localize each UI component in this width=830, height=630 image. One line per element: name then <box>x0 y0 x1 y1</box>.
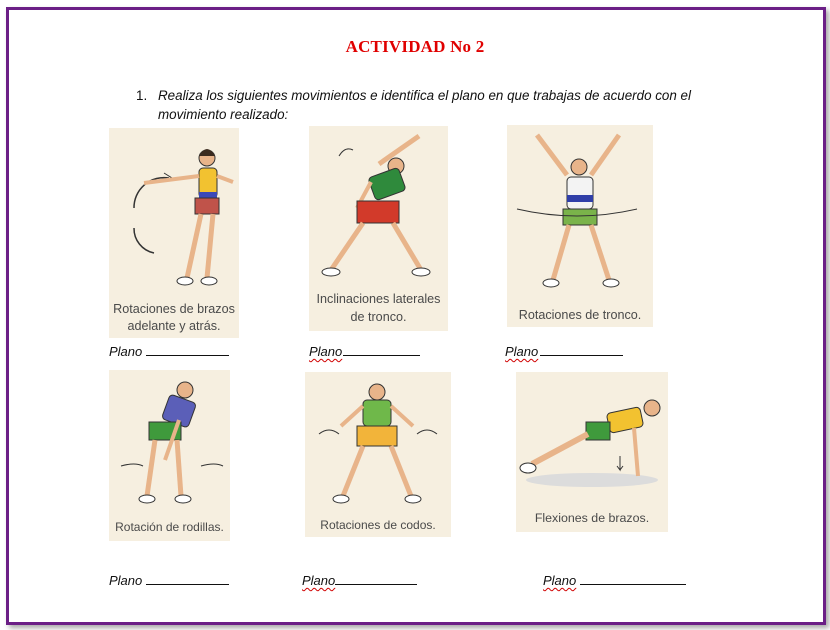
plano-answer-5[interactable] <box>302 572 417 588</box>
plano-answer-3[interactable] <box>505 343 623 359</box>
push-up-figure <box>516 372 668 532</box>
plano-answer-4[interactable] <box>109 572 229 588</box>
plano-answer-6[interactable] <box>543 572 686 588</box>
exercise-image-lateral-inclination <box>309 126 448 331</box>
answer-line[interactable] <box>540 343 623 356</box>
exercise-image-push-ups <box>516 372 668 532</box>
instruction <box>136 86 736 124</box>
trunk-rotation-figure <box>507 125 653 327</box>
activity-title: ACTIVIDAD No 2 <box>345 37 485 56</box>
instruction-line-1: Realiza los siguientes movimientos e identifica el plano en que trabajas de acuerdo con el <box>158 88 691 103</box>
plano-label: Plano <box>505 344 539 359</box>
plano-answer-1[interactable] <box>109 343 229 359</box>
plano-label: Plano <box>109 344 143 359</box>
answer-line[interactable] <box>580 572 686 585</box>
caption-push-ups: Flexiones de brazos. <box>534 511 650 525</box>
plano-answer-2[interactable] <box>309 343 420 359</box>
plano-label: Plano <box>109 573 143 588</box>
knee-rotation-figure <box>109 370 230 541</box>
instruction-number: 1. <box>136 88 148 103</box>
caption-arm-rotations-1: Rotaciones de brazos <box>113 302 235 316</box>
caption-lateral-inclination-2: de tronco. <box>350 310 407 324</box>
plano-label: Plano <box>309 344 343 359</box>
instruction-line-2: movimiento realizado: <box>158 107 289 122</box>
exercise-image-trunk-rotation <box>507 125 653 327</box>
caption-lateral-inclination-1: Inclinaciones laterales <box>316 292 441 306</box>
elbow-rotation-figure <box>305 372 451 537</box>
exercise-image-elbow-rotation <box>305 372 451 537</box>
answer-line[interactable] <box>146 572 229 585</box>
answer-line[interactable] <box>343 343 420 356</box>
plano-label: Plano <box>302 573 336 588</box>
caption-arm-rotations-2: adelante y atrás. <box>127 319 221 333</box>
caption-knee-rotation: Rotación de rodillas. <box>115 520 224 534</box>
answer-line[interactable] <box>146 343 229 356</box>
caption-elbow-rotation: Rotaciones de codos. <box>320 518 436 532</box>
answer-line[interactable] <box>335 572 417 585</box>
exercise-image-knee-rotation <box>109 370 230 541</box>
exercise-image-arm-rotations <box>109 128 239 338</box>
plano-label: Plano <box>543 573 577 588</box>
caption-trunk-rotation: Rotaciones de tronco. <box>518 308 642 322</box>
